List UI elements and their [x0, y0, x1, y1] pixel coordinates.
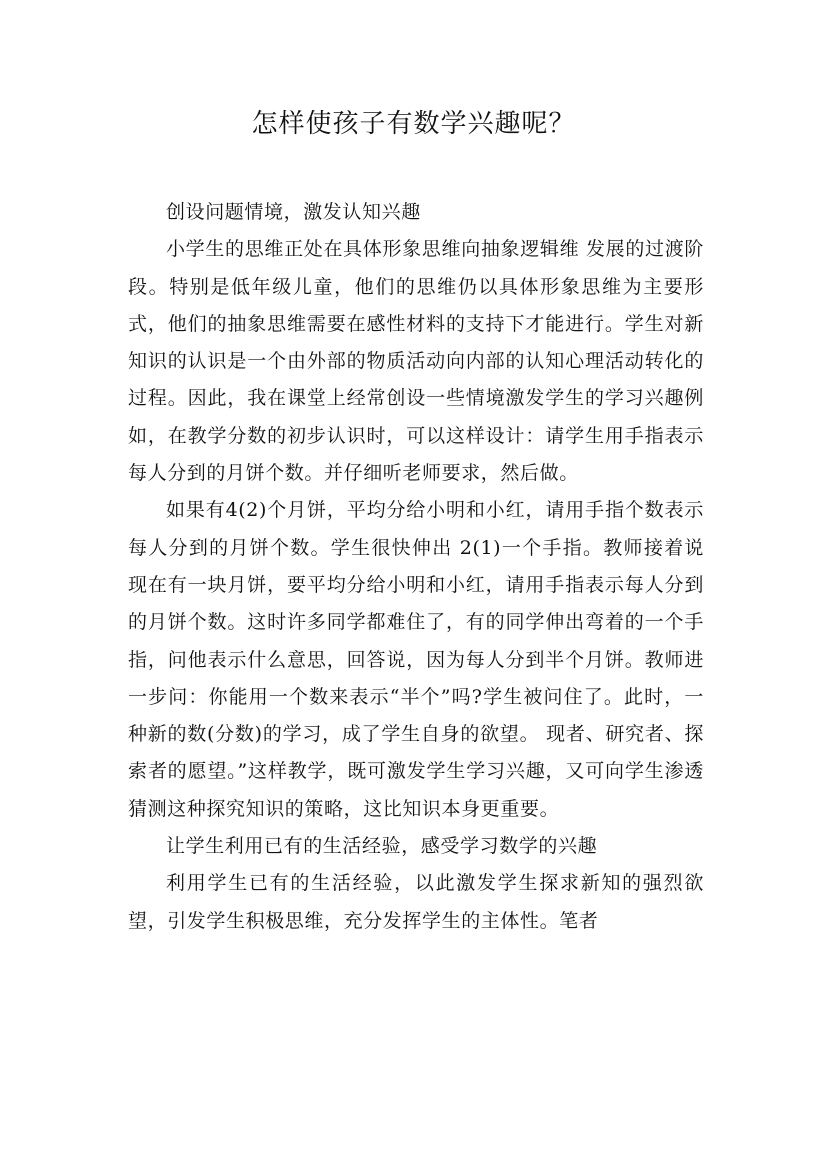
paragraph-2: 如果有4(2)个月饼，平均分给小明和小红，请用手指个数表示每人分到的月饼个数。学生很快伸出 2(1)一个手指。教师接着说现在有一块月饼，要平均分给小明和小红，请用手指表示每人分到的月饼个数。这时许多同学都难住了，有的同学伸出弯着的一个手指，问他表示什么意思，回答说，因为每人分到半个月饼。教师进一步问：你能用一个数来表示“半个”吗?学生被问住了。此时，一种新的数(分数)的学习，成了学生自身的欲望。 现者、研究者、探索者的愿望。”这样教学，既可激发学生学习兴趣，又可向学生渗透猜测这种探究知识的策略，这比知识本身更重要。	[128, 499, 704, 820]
document-title: 怎样使孩子有数学兴趣呢？	[251, 109, 576, 139]
document-body	[128, 194, 704, 940]
paragraph-1: 小学生的思维正处在具体形象思维向抽象逻辑维 发展的过渡阶段。特别是低年级儿童，他们的思维仍以具体形象思维为主要形式，他们的抽象思维需要在感性材料的支持下才能进行。学生对新知识的认识是一个由外部的物质活动向内部的认知心理活动转化的过程。因此，我在课堂上经常创设一些情境激发学生的学习兴趣例如，在教学分数的初步认识时，可以这样设计：请学生用手指表示每人分到的月饼个数。并仔细听老师要求，然后做。	[128, 238, 704, 485]
section-heading-2: 让学生利用已有的生活经验，感受学习数学的兴趣	[166, 835, 598, 858]
paragraph-3: 利用学生已有的生活经验，以此激发学生探求新知的强烈欲望，引发学生积极思维，充分发挥学生的主体性。笔者	[128, 872, 704, 932]
section-heading-1: 创设问题情境，激发认知兴趣	[166, 201, 421, 223]
